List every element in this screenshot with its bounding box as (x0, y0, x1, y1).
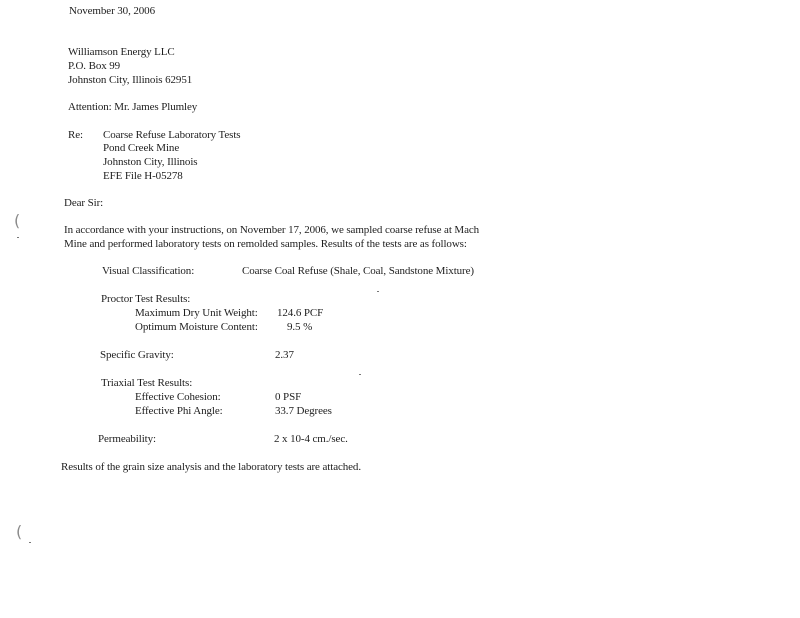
max-dry-unit-weight-label: Maximum Dry Unit Weight: (135, 307, 258, 319)
triaxial-heading: Triaxial Test Results: (101, 377, 193, 389)
visual-classification-label: Visual Classification: (102, 265, 195, 277)
letter-date: November 30, 2006 (69, 5, 155, 17)
re-label: Re: (68, 129, 83, 141)
salutation: Dear Sir: (64, 197, 104, 209)
attention-line: Attention: Mr. James Plumley (68, 101, 198, 113)
re-file-number: EFE File H-05278 (103, 170, 183, 182)
visual-classification-value: Coarse Coal Refuse (Shale, Coal, Sandstone Mixture) (242, 265, 474, 277)
recipient-city-state-zip: Johnston City, Illinois 62951 (68, 74, 193, 86)
optimum-moisture-value: 9.5 % (287, 321, 313, 333)
scan-speck (359, 374, 361, 375)
proctor-heading: Proctor Test Results: (101, 293, 191, 305)
scan-speck (17, 237, 19, 238)
re-subject: Coarse Refuse Laboratory Tests (103, 129, 241, 141)
scan-speck (29, 542, 31, 543)
scan-speck (377, 291, 379, 292)
body-line-2: Mine and performed laboratory tests on remolded samples. Results of the tests are as follows: (64, 238, 467, 250)
effective-phi-angle-value: 33.7 Degrees (275, 405, 332, 417)
body-line-1: In accordance with your instructions, on November 17, 2006, we sampled coarse refuse at Mach (64, 224, 480, 236)
effective-phi-angle-label: Effective Phi Angle: (135, 405, 223, 417)
optimum-moisture-label: Optimum Moisture Content: (135, 321, 258, 333)
max-dry-unit-weight-value: 124.6 PCF (277, 307, 324, 319)
permeability-label: Permeability: (98, 433, 156, 445)
re-location: Johnston City, Illinois (103, 156, 198, 168)
recipient-company: Williamson Energy LLC (68, 46, 175, 58)
effective-cohesion-label: Effective Cohesion: (135, 391, 221, 403)
hole-punch-mark-icon: ( (16, 522, 23, 541)
effective-cohesion-value: 0 PSF (275, 391, 302, 403)
permeability-value: 2 x 10-4 cm./sec. (274, 433, 348, 445)
specific-gravity-value: 2.37 (275, 349, 294, 361)
re-mine: Pond Creek Mine (103, 142, 180, 154)
closing-line: Results of the grain size analysis and the laboratory tests are attached. (61, 461, 361, 473)
recipient-po-box: P.O. Box 99 (68, 60, 121, 72)
specific-gravity-label: Specific Gravity: (100, 349, 174, 361)
hole-punch-mark-icon: ( (14, 211, 21, 230)
